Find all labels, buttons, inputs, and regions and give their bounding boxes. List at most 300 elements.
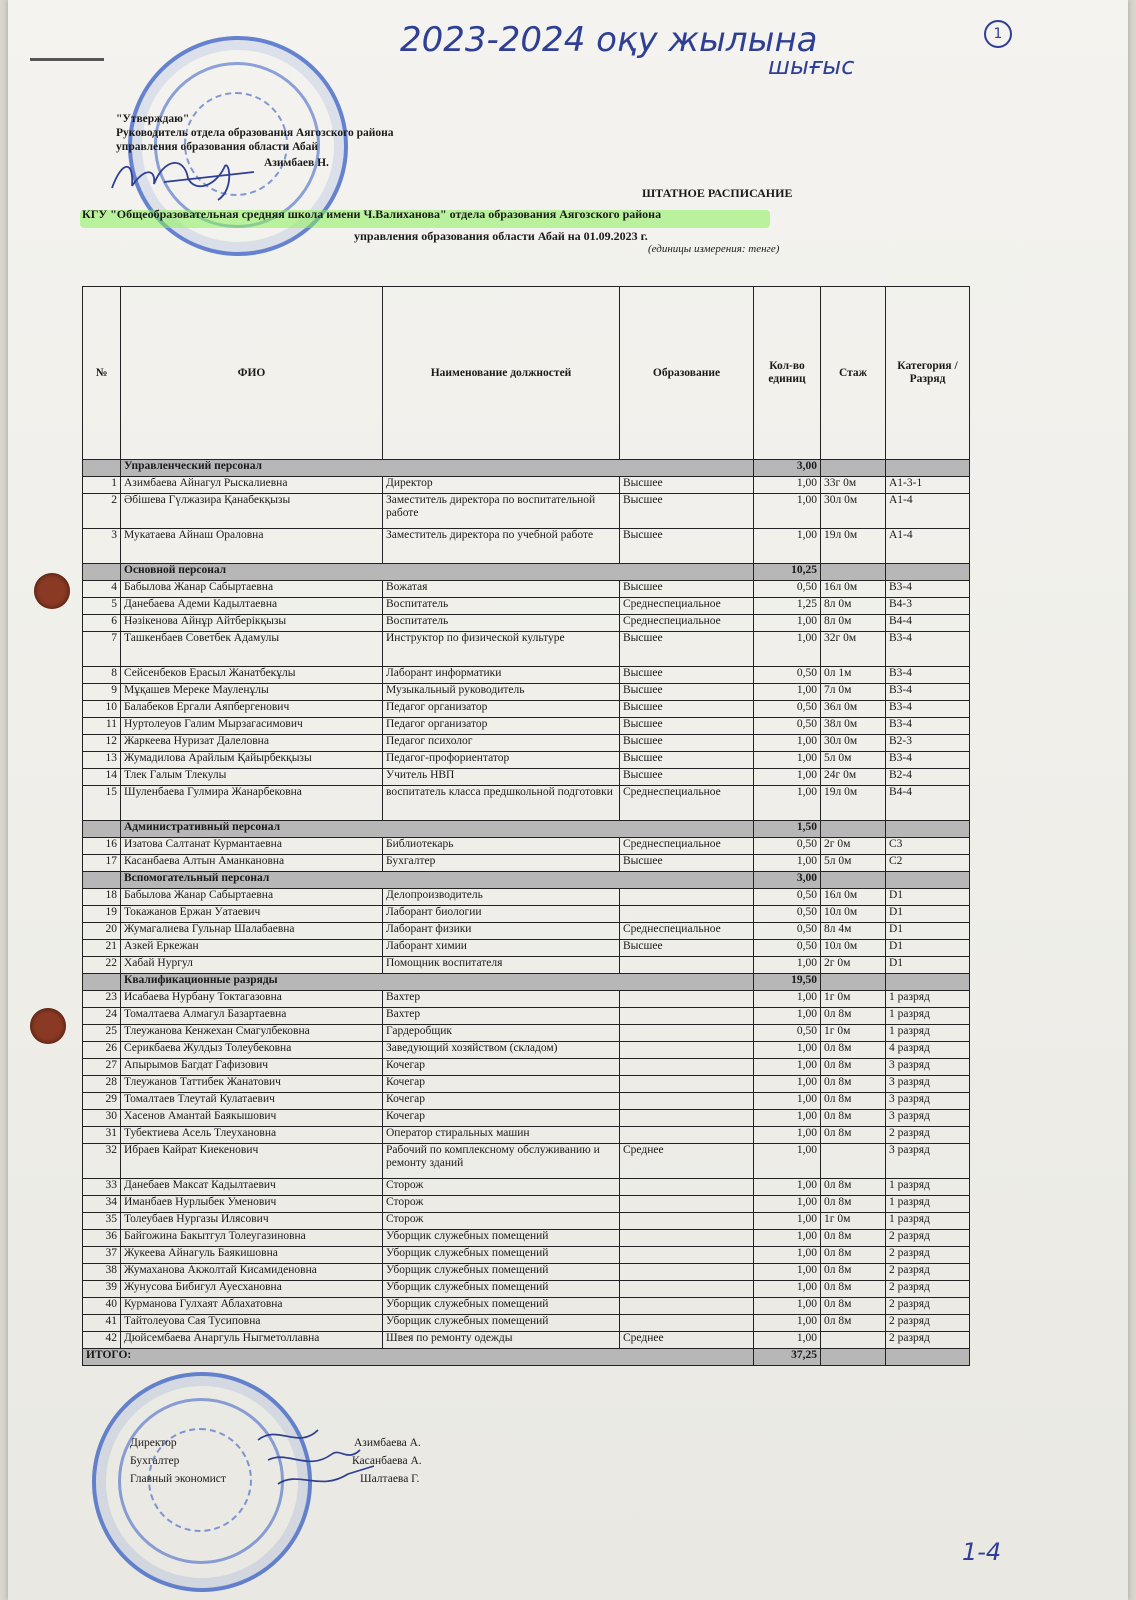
cell-units: 1,00 [754,957,821,974]
cell-category: D1 [886,906,970,923]
section-row [83,460,970,477]
cell-fio: Хасенов Амантай Баякышович [121,1110,383,1127]
col-experience: Стаж [821,287,886,460]
cell-experience: 30л 0м [821,735,886,752]
cell-fio: Тлеужанов Таттибек Жанатович [121,1076,383,1093]
signer-name-director: Азимбаева А. [354,1437,421,1449]
cell-category: B3-4 [886,752,970,769]
cell-experience: 0л 8м [821,1315,886,1332]
cell-number: 25 [83,1025,121,1042]
table-row [83,838,970,855]
cell-position: Вожатая [383,581,620,598]
table-row [83,1110,970,1127]
cell-fio: Сейсенбеков Ерасыл Жанатбекұлы [121,667,383,684]
cell-fio: Тайтолеуова Сая Тусиповна [121,1315,383,1332]
table-row [83,1093,970,1110]
cell-number: 35 [83,1213,121,1230]
cell-category: 1 разряд [886,1213,970,1230]
cell-number: 12 [83,735,121,752]
cell-units: 1,00 [754,477,821,494]
cell-education [620,1315,754,1332]
cell-category: 1 разряд [886,1008,970,1025]
cell-education [620,1110,754,1127]
punch-hole-top [34,573,70,609]
table-row [83,667,970,684]
cell-units: 1,00 [754,1298,821,1315]
cell-units: 1,00 [754,1315,821,1332]
cell-category: 1 разряд [886,1179,970,1196]
cell-units: 0,50 [754,667,821,684]
table-row [83,1315,970,1332]
section-empty [886,564,970,581]
table-row [83,1264,970,1281]
cell-education: Высшее [620,477,754,494]
cell-education [620,957,754,974]
col-education: Образование [620,287,754,460]
section-row [83,974,970,991]
cell-category: B2-4 [886,769,970,786]
cell-experience: 19л 0м [821,529,886,564]
document-page [8,0,1128,1600]
cell-units: 1,00 [754,1230,821,1247]
cell-category: B3-4 [886,684,970,701]
signer-name-economist: Шалтаева Г. [360,1473,420,1485]
cell-number: 18 [83,889,121,906]
total-label: ИТОГО: [83,1349,754,1366]
table-row [83,1196,970,1213]
cell-experience: 0л 8м [821,1093,886,1110]
total-value: 37,25 [754,1349,821,1366]
cell-number: 34 [83,1196,121,1213]
cell-units: 1,00 [754,1008,821,1025]
cell-number: 36 [83,1230,121,1247]
cell-units: 1,00 [754,684,821,701]
cell-number: 31 [83,1127,121,1144]
dash-mark [30,58,104,61]
cell-fio: Хабай Нургул [121,957,383,974]
cell-position: Кочегар [383,1110,620,1127]
cell-number: 9 [83,684,121,701]
cell-position: Лаборант химии [383,940,620,957]
cell-education [620,1281,754,1298]
signer-role-economist: Главный экономист [130,1473,226,1485]
cell-education: Высшее [620,494,754,529]
cell-number: 6 [83,615,121,632]
cell-experience: 1г 0м [821,1213,886,1230]
cell-experience: 8л 4м [821,923,886,940]
cell-category: 3 разряд [886,1059,970,1076]
cell-experience: 1г 0м [821,991,886,1008]
cell-fio: Томалтаев Тлеутай Кулатаевич [121,1093,383,1110]
cell-experience [821,1144,886,1179]
cell-education: Высшее [620,667,754,684]
cell-position: Заведующий хозяйством (складом) [383,1042,620,1059]
table-row [83,1127,970,1144]
cell-number: 17 [83,855,121,872]
col-fio: ФИО [121,287,383,460]
cell-number: 24 [83,1008,121,1025]
staff-table [82,286,970,1366]
cell-position: Кочегар [383,1059,620,1076]
cell-number: 39 [83,1281,121,1298]
cell-units: 1,00 [754,1127,821,1144]
cell-category: B4-3 [886,598,970,615]
cell-number: 10 [83,701,121,718]
cell-units: 0,50 [754,838,821,855]
cell-fio: Томалтаева Алмагул Базартаевна [121,1008,383,1025]
cell-units: 1,00 [754,1196,821,1213]
cell-units: 1,25 [754,598,821,615]
cell-fio: Токажанов Ержан Уатаевич [121,906,383,923]
cell-category: B3-4 [886,581,970,598]
cell-education [620,1196,754,1213]
table-row [83,906,970,923]
cell-number: 19 [83,906,121,923]
cell-category: C3 [886,838,970,855]
cell-units: 1,00 [754,1179,821,1196]
cell-position: Помощник воспитателя [383,957,620,974]
cell-number: 3 [83,529,121,564]
cell-experience: 0л 8м [821,1298,886,1315]
cell-education [620,1298,754,1315]
cell-units: 1,00 [754,1093,821,1110]
section-label: Управленческий персонал [121,460,754,477]
cell-fio: Иманбаев Нурлыбек Уменович [121,1196,383,1213]
cell-fio: Серикбаева Жулдыз Толеубековна [121,1042,383,1059]
cell-units: 1,00 [754,615,821,632]
cell-units: 1,00 [754,1042,821,1059]
signature-top [104,148,284,208]
cell-experience: 2г 0м [821,838,886,855]
cell-category: 1 разряд [886,991,970,1008]
cell-experience: 0л 8м [821,1008,886,1025]
cell-fio: Тубектиева Асель Тлеухановна [121,1127,383,1144]
section-spacer [83,460,121,477]
cell-category: D1 [886,889,970,906]
cell-units: 1,00 [754,1332,821,1349]
cell-education: Среднее [620,1332,754,1349]
cell-units: 1,00 [754,1264,821,1281]
cell-category: B3-4 [886,701,970,718]
cell-fio: Курманова Гулхаят Аблахатовна [121,1298,383,1315]
cell-units: 1,00 [754,786,821,821]
cell-number: 16 [83,838,121,855]
cell-experience: 24г 0м [821,769,886,786]
cell-experience: 16л 0м [821,889,886,906]
cell-number: 27 [83,1059,121,1076]
cell-experience: 7л 0м [821,684,886,701]
cell-fio: Әбішева Гүлжазира Қанабекқызы [121,494,383,529]
cell-number: 21 [83,940,121,957]
cell-position: Заместитель директора по учебной работе [383,529,620,564]
table-row [83,1179,970,1196]
section-total: 3,00 [754,460,821,477]
cell-number: 37 [83,1247,121,1264]
col-units: Кол-во единиц [754,287,821,460]
cell-education: Высшее [620,735,754,752]
table-row [83,1332,970,1349]
cell-fio: Шуленбаева Гулмира Жанарбековна [121,786,383,821]
cell-experience: 10л 0м [821,906,886,923]
cell-education: Высшее [620,632,754,667]
section-empty [886,821,970,838]
cell-category: 2 разряд [886,1298,970,1315]
section-spacer [83,564,121,581]
cell-position: Инструктор по физической культуре [383,632,620,667]
cell-experience: 0л 8м [821,1110,886,1127]
cell-education: Среднеспециальное [620,838,754,855]
cell-education [620,1093,754,1110]
cell-education: Высшее [620,701,754,718]
table-row [83,1298,970,1315]
cell-units: 0,50 [754,906,821,923]
cell-units: 1,00 [754,1144,821,1179]
cell-number: 22 [83,957,121,974]
cell-experience: 36л 0м [821,701,886,718]
section-total: 10,25 [754,564,821,581]
table-row [83,477,970,494]
cell-number: 40 [83,1298,121,1315]
cell-category: B3-4 [886,632,970,667]
cell-units: 1,00 [754,632,821,667]
cell-position: Воспитатель [383,598,620,615]
cell-fio: Дюйсембаева Анаргуль Ныгметоллавна [121,1332,383,1349]
cell-fio: Азкей Еркежан [121,940,383,957]
cell-fio: Азимбаева Айнагул Рыскалиевна [121,477,383,494]
cell-units: 1,00 [754,735,821,752]
cell-number: 2 [83,494,121,529]
total-empty [886,1349,970,1366]
cell-fio: Жаркеева Нуризат Далеловна [121,735,383,752]
cell-position: Педагог психолог [383,735,620,752]
cell-category: 2 разряд [886,1332,970,1349]
table-row [83,701,970,718]
table-row [83,957,970,974]
cell-position: Швея по ремонту одежды [383,1332,620,1349]
table-header-row [83,287,970,460]
section-empty [821,564,886,581]
cell-education [620,1042,754,1059]
section-row [83,821,970,838]
table-row [83,1076,970,1093]
cell-education: Высшее [620,581,754,598]
cell-experience: 0л 8м [821,1264,886,1281]
cell-education: Среднеспециальное [620,786,754,821]
signer-name-accountant: Касанбаева А. [352,1455,422,1467]
cell-fio: Бабылова Жанар Сабыртаевна [121,889,383,906]
table-row [83,1042,970,1059]
cell-fio: Жумадилова Арайлым Қайырбекқызы [121,752,383,769]
table-row [83,615,970,632]
cell-experience: 0л 8м [821,1076,886,1093]
section-spacer [83,821,121,838]
cell-experience: 8л 0м [821,598,886,615]
cell-number: 15 [83,786,121,821]
table-row [83,769,970,786]
cell-units: 1,00 [754,1247,821,1264]
cell-units: 1,00 [754,855,821,872]
cell-education: Высшее [620,684,754,701]
table-row [83,1230,970,1247]
cell-category: 3 разряд [886,1093,970,1110]
col-position: Наименование должностей [383,287,620,460]
section-label: Квалификационные разряды [121,974,754,991]
cell-experience: 0л 8м [821,1196,886,1213]
cell-fio: Жумаханова Акжолтай Кисамиденовна [121,1264,383,1281]
section-empty [886,974,970,991]
cell-position: воспитатель класса предшкольной подготовки [383,786,620,821]
cell-number: 20 [83,923,121,940]
cell-position: Педагог организатор [383,718,620,735]
signatures-bottom [248,1420,388,1500]
section-empty [886,460,970,477]
cell-units: 1,00 [754,991,821,1008]
cell-fio: Апырымов Багдат Гафизович [121,1059,383,1076]
cell-category: 3 разряд [886,1144,970,1179]
cell-position: Лаборант биологии [383,906,620,923]
cell-number: 41 [83,1315,121,1332]
cell-position: Лаборант информатики [383,667,620,684]
table-row [83,1247,970,1264]
cell-number: 29 [83,1093,121,1110]
cell-education: Высшее [620,855,754,872]
cell-education [620,1230,754,1247]
cell-experience: 2г 0м [821,957,886,974]
cell-number: 32 [83,1144,121,1179]
cell-fio: Мукатаева Айнаш Ораловна [121,529,383,564]
table-row [83,923,970,940]
cell-units: 1,00 [754,1076,821,1093]
cell-fio: Мұқашев Мерекe Мауленұлы [121,684,383,701]
cell-fio: Нуртолеуов Галим Мырзагасимович [121,718,383,735]
table-row [83,1281,970,1298]
signer-role-accountant: Бухгалтер [130,1455,180,1467]
cell-number: 4 [83,581,121,598]
cell-position: Педагог организатор [383,701,620,718]
cell-position: Бухгалтер [383,855,620,872]
cell-experience: 30л 0м [821,494,886,529]
col-category: Категория / Разряд [886,287,970,460]
cell-number: 28 [83,1076,121,1093]
organization-line: КГУ "Общеобразовательная средняя школа имени Ч.Валиханова" отдела образования Аягозского района [82,207,662,221]
approval-line-4: Азимбаев Н. [264,157,329,169]
cell-category: 2 разряд [886,1230,970,1247]
table-row [83,529,970,564]
cell-fio: Байгожина Бакытгул Толеугазиновна [121,1230,383,1247]
cell-category: D1 [886,940,970,957]
section-total: 3,00 [754,872,821,889]
cell-education [620,1213,754,1230]
section-total: 1,50 [754,821,821,838]
cell-category: 1 разряд [886,1025,970,1042]
cell-education: Высшее [620,769,754,786]
cell-position: Сторож [383,1179,620,1196]
cell-category: D1 [886,923,970,940]
cell-fio: Исабаева Нурбану Токтагазовна [121,991,383,1008]
cell-education: Среднеспециальное [620,598,754,615]
cell-experience: 0л 8м [821,1230,886,1247]
cell-number: 5 [83,598,121,615]
cell-units: 1,00 [754,1281,821,1298]
section-empty [821,974,886,991]
total-row [83,1349,970,1366]
cell-experience [821,1332,886,1349]
cell-category: 3 разряд [886,1076,970,1093]
table-row [83,581,970,598]
table-row [83,684,970,701]
cell-fio: Балабеков Ергали Аяпбергенович [121,701,383,718]
cell-education: Высшее [620,940,754,957]
cell-category: 4 разряд [886,1042,970,1059]
cell-position: Заместитель директора по воспитательной работе [383,494,620,529]
cell-position: Уборщик служебных помещений [383,1264,620,1281]
cell-experience: 19л 0м [821,786,886,821]
section-label: Административный персонал [121,821,754,838]
table-row [83,1213,970,1230]
cell-education: Высшее [620,752,754,769]
cell-units: 1,00 [754,494,821,529]
cell-number: 13 [83,752,121,769]
cell-position: Делопроизводитель [383,889,620,906]
section-label: Основной персонал [121,564,754,581]
table-row [83,494,970,529]
table-row [83,1025,970,1042]
cell-fio: Жукеева Айнагуль Баякишовна [121,1247,383,1264]
cell-fio: Жумагалиева Гульнар Шалабаевна [121,923,383,940]
table-row [83,632,970,667]
cell-position: Педагог-профориентатор [383,752,620,769]
cell-experience: 1г 0м [821,1025,886,1042]
cell-education [620,1076,754,1093]
cell-fio: Данебаев Максат Кадылтаевич [121,1179,383,1196]
cell-position: Сторож [383,1213,620,1230]
cell-category: B4-4 [886,615,970,632]
cell-fio: Бабылова Жанар Сабыртаевна [121,581,383,598]
cell-education: Среднеспециальное [620,615,754,632]
cell-units: 0,50 [754,581,821,598]
section-row [83,872,970,889]
cell-position: Рабочий по комплексному обслуживанию и ремонту зданий [383,1144,620,1179]
cell-position: Воспитатель [383,615,620,632]
table-row [83,940,970,957]
table-row [83,1059,970,1076]
document-title: ШТАТНОЕ РАСПИСАНИЕ [642,186,793,200]
cell-fio: Касанбаева Алтын Аманкановна [121,855,383,872]
cell-fio: Изатова Салтанат Курмантаевна [121,838,383,855]
cell-units: 0,50 [754,718,821,735]
cell-education [620,1025,754,1042]
cell-units: 1,00 [754,752,821,769]
cell-number: 38 [83,1264,121,1281]
cell-category: A1-4 [886,494,970,529]
cell-fio: Ибраев Кайрат Киекенович [121,1144,383,1179]
cell-category: B4-4 [886,786,970,821]
cell-position: Вахтер [383,1008,620,1025]
cell-number: 26 [83,1042,121,1059]
table-row [83,1008,970,1025]
section-label: Вспомогательный персонал [121,872,754,889]
cell-category: 2 разряд [886,1127,970,1144]
cell-education: Высшее [620,529,754,564]
cell-education [620,1179,754,1196]
cell-education [620,1127,754,1144]
section-empty [886,872,970,889]
cell-number: 11 [83,718,121,735]
cell-education [620,1247,754,1264]
cell-category: 2 разряд [886,1247,970,1264]
cell-units: 1,00 [754,529,821,564]
cell-category: A1-3-1 [886,477,970,494]
